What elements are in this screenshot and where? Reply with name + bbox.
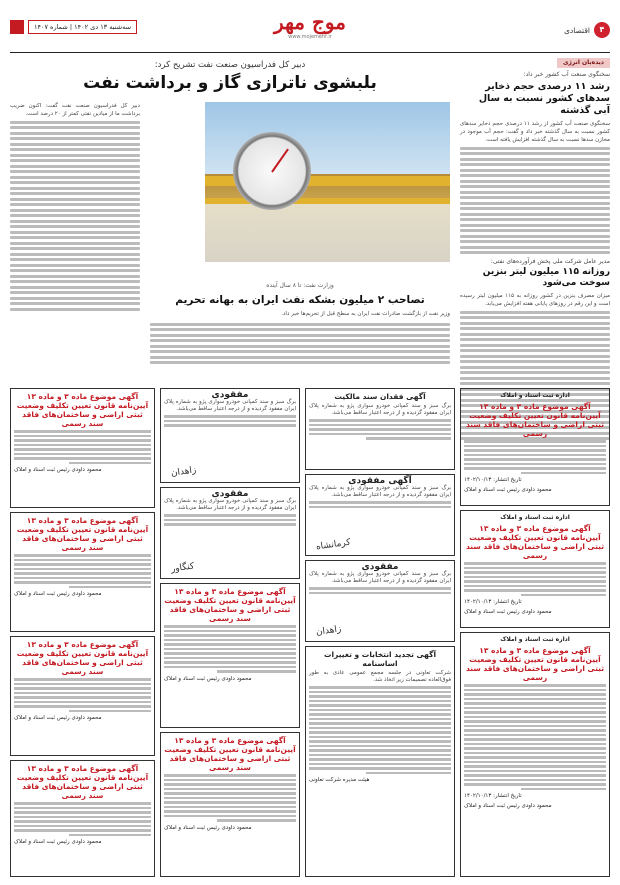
logo-url: www.mojemehr.ir <box>288 34 332 40</box>
page-label <box>564 22 610 38</box>
sub-article-kicker: وزارت نفت: تا ۸ سال آینده <box>266 282 334 289</box>
lost-document-ad[interactable] <box>305 388 455 470</box>
page-number: ۴ <box>594 22 610 38</box>
ad-body: برگ سبز و سند کمپانی خودرو سواری پژو به شماره پلاک ایران مفقود گردیده و از درجه اعتبار ساقط می‌باشد. <box>164 498 296 511</box>
election-notice-ad[interactable] <box>305 646 455 877</box>
ad-body: برگ سبز و سند کمپانی خودرو سواری پژو به شماره پلاک ایران مفقود گردیده و از درجه اعتبار ساقط می‌باشد. <box>309 485 451 498</box>
law-notice-ad[interactable] <box>160 583 300 728</box>
sub-article-body: وزیر نفت از بازگشت صادرات نفت ایران به سطح قبل از تحریم‌ها خبر داد. <box>281 311 450 317</box>
newspaper-icon <box>10 20 24 34</box>
law-notice-ad[interactable] <box>460 388 610 506</box>
ad-title: آگهی تجدید انتخابات و تغییرات اساسنامه <box>323 650 437 668</box>
logo[interactable] <box>274 10 346 40</box>
ad-signer: محمود داودی رئیس ثبت اسناد و املاک <box>14 839 102 845</box>
ad-title: مفقودی <box>211 489 249 499</box>
article2-headline[interactable]: روزانه ۱۱۵ میلیون لیتر بنزین سوخت می‌شود <box>482 267 610 288</box>
ad-title: آگهی موضوع ماده ۳ و ماده ۱۳ آیین‌نامه قانون تعیین تکلیف وضعیت ثبتی اراضی و ساختمان‌های فاقد سند رسمی <box>465 402 605 438</box>
ad-org: اداره ثبت اسناد و املاک <box>500 514 570 521</box>
ad-title: آگهی موضوع ماده ۳ و ماده ۱۳ آیین‌نامه قانون تعیین تکلیف وضعیت ثبتی اراضی و ساختمان‌های فاقد سند رسمی <box>16 516 149 552</box>
law-notice-ad[interactable] <box>460 632 610 877</box>
ad-signer: هیئت مدیره شرکت تعاونی <box>309 777 370 783</box>
ad-title: آگهی موضوع ماده ۳ و ماده ۱۳ آیین‌نامه قانون تعیین تکلیف وضعیت ثبتی اراضی و ساختمان‌های فاقد سند رسمی <box>16 764 149 800</box>
ad-title: آگهی موضوع ماده ۳ و ماده ۱۳ آیین‌نامه قانون تعیین تکلیف وضعیت ثبتی اراضی و ساختمان‌های فاقد سند رسمی <box>164 736 296 772</box>
law-notice-ad[interactable] <box>460 510 610 628</box>
city-stamp: زاهدان <box>315 624 342 638</box>
lost-ad[interactable] <box>305 474 455 556</box>
law-notice-ad[interactable] <box>10 388 155 508</box>
law-notice-ad[interactable] <box>10 760 155 877</box>
ad-body: برگ سبز و سند کمپانی خودرو سواری پژو به شماره پلاک ایران مفقود گردیده و از درجه اعتبار ساقط می‌باشد. <box>309 571 451 584</box>
article-headline[interactable]: رشد ۱۱ درصدی حجم ذخایر سدهای کشور نسبت به سال آبی گذشته <box>478 81 610 116</box>
ad-title: آگهی فقدان سند مالکیت <box>334 392 426 401</box>
logo-text: موج مهر <box>274 10 346 34</box>
ad-signer: محمود داودی رئیس ثبت اسناد و املاک <box>464 487 552 493</box>
ad-signer: محمود داودی رئیس ثبت اسناد و املاک <box>14 715 102 721</box>
classified-ads <box>10 388 610 877</box>
ad-title: آگهی مفقودی <box>348 476 412 486</box>
ad-signer: محمود داودی رئیس ثبت اسناد و املاک <box>14 467 102 473</box>
ad-title: آگهی موضوع ماده ۳ و ماده ۱۳ آیین‌نامه قانون تعیین تکلیف وضعیت ثبتی اراضی و ساختمان‌های فاقد سند رسمی <box>465 646 605 682</box>
ad-signer: محمود داودی رئیس ثبت اسناد و املاک <box>464 609 552 615</box>
main-lead: دبیر کل فدراسیون صنعت نفت گفت: اکنون ضریب برداشت ما از میادین نفتی کمتر از ۲۰ درصد است. <box>10 103 140 117</box>
article2-kicker: مدیر عامل شرکت ملی پخش فرآورده‌های نفتی: <box>490 258 610 265</box>
ad-title: آگهی موضوع ماده ۳ و ماده ۱۳ آیین‌نامه قانون تعیین تکلیف وضعیت ثبتی اراضی و ساختمان‌های فاقد سند رسمی <box>465 524 605 560</box>
ad-signer: محمود داودی رئیس ثبت اسناد و املاک <box>14 591 102 597</box>
ad-date: تاریخ انتشار: ۱۴۰۲/۱۰/۱۳ <box>464 599 522 605</box>
lost-ad[interactable] <box>160 487 300 579</box>
ad-org: اداره ثبت اسناد و املاک <box>500 636 570 643</box>
ad-date: تاریخ انتشار: ۱۴۰۲/۱۰/۱۳ <box>464 793 522 799</box>
article2-body: میزان مصرف بنزین در کشور روزانه به ۱۱۵ میلیون لیتر رسیده است و این رقم در روزهای پایانی هفته افزایش می‌یابد. <box>460 293 610 307</box>
issue-date: سه‌شنبه ۱۳ دی ۱۴۰۲ | شماره ۱۴۰۷ <box>28 20 137 34</box>
city-stamp: کرمانشاه <box>315 537 352 553</box>
sub-article-text-lines <box>150 320 450 367</box>
ad-title: آگهی موضوع ماده ۳ و ماده ۱۳ آیین‌نامه قانون تعیین تکلیف وضعیت ثبتی اراضی و ساختمان‌های فاقد سند رسمی <box>164 587 296 623</box>
main-kicker: دبیر کل فدراسیون صنعت نفت تشریح کرد: <box>154 60 306 70</box>
ad-signer: محمود داودی رئیس ثبت اسناد و املاک <box>464 803 552 809</box>
ad-signer: محمود داودی رئیس ثبت اسناد و املاک <box>164 824 252 831</box>
masthead <box>10 8 610 53</box>
law-notice-ad[interactable] <box>160 732 300 877</box>
issue-info <box>10 20 137 34</box>
ad-title: آگهی موضوع ماده ۳ و ماده ۱۳ آیین‌نامه قانون تعیین تکلیف وضعیت ثبتی اراضی و ساختمان‌های فاقد سند رسمی <box>16 392 149 428</box>
ad-title: مفقودی <box>361 562 399 572</box>
ad-org: اداره ثبت اسناد و املاک <box>500 392 570 399</box>
lost-ad[interactable] <box>305 560 455 642</box>
lost-ad[interactable] <box>160 388 300 483</box>
ad-date: تاریخ انتشار: ۱۴۰۲/۱۰/۱۳ <box>464 477 522 483</box>
ad-body: برگ سبز و سند کمپانی خودرو سواری پژو به شماره پلاک ایران مفقود گردیده و از درجه اعتبار ساقط می‌باشد. <box>164 399 296 412</box>
main-article <box>10 58 450 378</box>
article-text-lines <box>460 147 610 255</box>
ad-title: مفقودی <box>211 390 249 400</box>
sub-article-headline[interactable]: تصاحب ۲ میلیون بشکه نفت ایران به بهانه تحریم <box>175 294 425 306</box>
main-article-text <box>10 102 140 313</box>
article-body: سخنگوی صنعت آب کشور از رشد ۱۱ درصدی حجم ذخایر سدهای کشور نسبت به سال گذشته خبر داد و گفت: حجم آب موجود در مخازن سدها نسبت به سال گذشته افزایش یافته است. <box>460 121 610 143</box>
city-stamp: زاهدان <box>170 465 197 479</box>
column-tag: دیده‌بان انرژی <box>557 58 610 68</box>
pressure-gauge-icon <box>233 132 311 210</box>
law-notice-ad[interactable] <box>10 636 155 756</box>
gas-plant-photo <box>205 102 450 262</box>
ad-title: آگهی موضوع ماده ۳ و ماده ۱۳ آیین‌نامه قانون تعیین تکلیف وضعیت ثبتی اراضی و ساختمان‌های فاقد سند رسمی <box>16 640 149 676</box>
law-notice-ad[interactable] <box>10 512 155 632</box>
ad-signer: محمود داودی رئیس ثبت اسناد و املاک <box>164 675 252 682</box>
section-label: اقتصادی <box>564 25 590 35</box>
ad-body: شرکت تعاونی در جلسه مجمع عمومی عادی به طور فوق‌العاده تصمیمات زیر اتخاذ شد. <box>309 670 451 683</box>
city-stamp: کنگاور <box>170 561 195 575</box>
main-headline[interactable]: بلبشوی ناترازی گاز و برداشت نفت <box>83 73 377 93</box>
ad-body: برگ سبز و سند کمپانی خودرو سواری پژو به شماره پلاک ایران مفقود گردیده و از درجه اعتبار ساقط می‌باشد. <box>309 403 451 416</box>
article-kicker: سخنگوی صنعت آب کشور خبر داد: <box>523 71 610 78</box>
